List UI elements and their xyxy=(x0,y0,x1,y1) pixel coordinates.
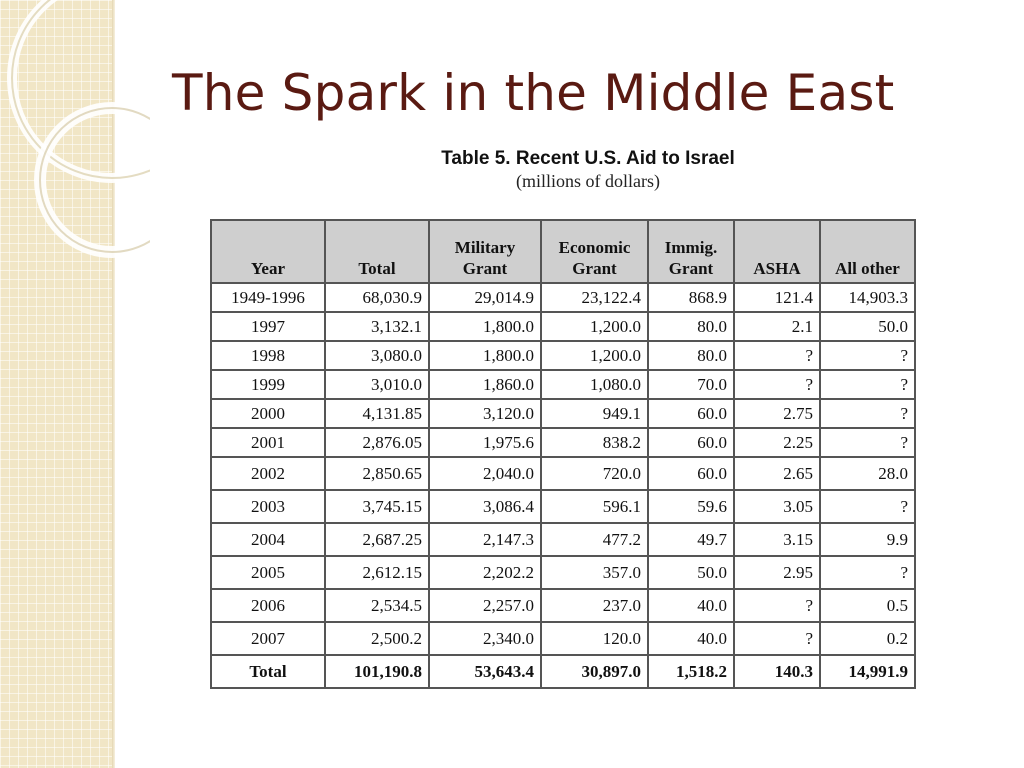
cell-economic-grant: 477.2 xyxy=(541,523,648,556)
cell-year: 2002 xyxy=(211,457,325,490)
cell-year: 1999 xyxy=(211,370,325,399)
cell-military-grant: 1,800.0 xyxy=(429,312,541,341)
cell-all-other: ? xyxy=(820,370,915,399)
table-row xyxy=(211,370,915,399)
cell-total: 2,876.05 xyxy=(325,428,429,457)
cell-economic-grant: 237.0 xyxy=(541,589,648,622)
cell-all-other: ? xyxy=(820,341,915,370)
cell-year: 2004 xyxy=(211,523,325,556)
table-row xyxy=(211,589,915,622)
cell-immig-grant: 60.0 xyxy=(648,457,734,490)
cell-total: 68,030.9 xyxy=(325,283,429,312)
table-row xyxy=(211,457,915,490)
cell-year: 1998 xyxy=(211,341,325,370)
cell-asha: ? xyxy=(734,370,820,399)
cell-economic-grant: 357.0 xyxy=(541,556,648,589)
cell-year: 2005 xyxy=(211,556,325,589)
total-cell-economic-grant: 30,897.0 xyxy=(541,655,648,688)
cell-total: 4,131.85 xyxy=(325,399,429,428)
cell-military-grant: 1,975.6 xyxy=(429,428,541,457)
cell-all-other: 9.9 xyxy=(820,523,915,556)
cell-asha: 2.95 xyxy=(734,556,820,589)
cell-asha: 3.05 xyxy=(734,490,820,523)
cell-total: 3,080.0 xyxy=(325,341,429,370)
cell-military-grant: 2,202.2 xyxy=(429,556,541,589)
column-header-total: Total xyxy=(325,220,429,283)
cell-economic-grant: 120.0 xyxy=(541,622,648,655)
cell-military-grant: 2,147.3 xyxy=(429,523,541,556)
cell-total: 3,132.1 xyxy=(325,312,429,341)
total-cell-total: 101,190.8 xyxy=(325,655,429,688)
cell-all-other: 28.0 xyxy=(820,457,915,490)
cell-immig-grant: 60.0 xyxy=(648,428,734,457)
cell-all-other: 50.0 xyxy=(820,312,915,341)
total-cell-year: Total xyxy=(211,655,325,688)
table-row xyxy=(211,523,915,556)
table-row xyxy=(211,341,915,370)
cell-economic-grant: 596.1 xyxy=(541,490,648,523)
cell-economic-grant: 23,122.4 xyxy=(541,283,648,312)
column-header-economic-grant: Economic Grant xyxy=(541,220,648,283)
total-cell-all-other: 14,991.9 xyxy=(820,655,915,688)
cell-all-other: 14,903.3 xyxy=(820,283,915,312)
column-header-year: Year xyxy=(211,220,325,283)
cell-immig-grant: 868.9 xyxy=(648,283,734,312)
slide-title: The Spark in the Middle East xyxy=(172,64,895,122)
table-row xyxy=(211,312,915,341)
cell-all-other: 0.5 xyxy=(820,589,915,622)
cell-total: 3,745.15 xyxy=(325,490,429,523)
cell-all-other: ? xyxy=(820,428,915,457)
total-cell-immig-grant: 1,518.2 xyxy=(648,655,734,688)
cell-total: 3,010.0 xyxy=(325,370,429,399)
cell-immig-grant: 40.0 xyxy=(648,622,734,655)
cell-military-grant: 3,120.0 xyxy=(429,399,541,428)
cell-year: 2000 xyxy=(211,399,325,428)
cell-economic-grant: 720.0 xyxy=(541,457,648,490)
cell-asha: 2.25 xyxy=(734,428,820,457)
cell-asha: 2.65 xyxy=(734,457,820,490)
cell-all-other: ? xyxy=(820,556,915,589)
table-row xyxy=(211,490,915,523)
cell-asha: 121.4 xyxy=(734,283,820,312)
cell-total: 2,850.65 xyxy=(325,457,429,490)
cell-military-grant: 29,014.9 xyxy=(429,283,541,312)
cell-military-grant: 3,086.4 xyxy=(429,490,541,523)
column-header-military-grant: Military Grant xyxy=(429,220,541,283)
cell-asha: ? xyxy=(734,589,820,622)
cell-immig-grant: 49.7 xyxy=(648,523,734,556)
cell-total: 2,612.15 xyxy=(325,556,429,589)
cell-year: 2003 xyxy=(211,490,325,523)
cell-economic-grant: 949.1 xyxy=(541,399,648,428)
column-header-all-other: All other xyxy=(820,220,915,283)
cell-economic-grant: 1,200.0 xyxy=(541,341,648,370)
cell-economic-grant: 838.2 xyxy=(541,428,648,457)
cell-immig-grant: 80.0 xyxy=(648,341,734,370)
cell-economic-grant: 1,080.0 xyxy=(541,370,648,399)
cell-total: 2,500.2 xyxy=(325,622,429,655)
cell-immig-grant: 40.0 xyxy=(648,589,734,622)
aid-table xyxy=(210,219,916,689)
column-header-immig-grant: Immig. Grant xyxy=(648,220,734,283)
cell-year: 2007 xyxy=(211,622,325,655)
cell-asha: ? xyxy=(734,622,820,655)
cell-immig-grant: 80.0 xyxy=(648,312,734,341)
cell-military-grant: 2,340.0 xyxy=(429,622,541,655)
cell-immig-grant: 60.0 xyxy=(648,399,734,428)
column-header-asha: ASHA xyxy=(734,220,820,283)
table-row xyxy=(211,399,915,428)
cell-asha: 3.15 xyxy=(734,523,820,556)
table-row xyxy=(211,283,915,312)
table-row xyxy=(211,622,915,655)
cell-asha: 2.1 xyxy=(734,312,820,341)
cell-total: 2,534.5 xyxy=(325,589,429,622)
cell-year: 2001 xyxy=(211,428,325,457)
cell-military-grant: 2,040.0 xyxy=(429,457,541,490)
table-row xyxy=(211,428,915,457)
cell-total: 2,687.25 xyxy=(325,523,429,556)
total-cell-military-grant: 53,643.4 xyxy=(429,655,541,688)
cell-military-grant: 1,800.0 xyxy=(429,341,541,370)
cell-economic-grant: 1,200.0 xyxy=(541,312,648,341)
table-caption xyxy=(210,148,914,192)
cell-all-other: ? xyxy=(820,399,915,428)
decorative-rings xyxy=(0,0,150,260)
table-caption-title: Table 5. Recent U.S. Aid to Israel xyxy=(441,148,735,169)
total-cell-asha: 140.3 xyxy=(734,655,820,688)
cell-all-other: 0.2 xyxy=(820,622,915,655)
cell-military-grant: 1,860.0 xyxy=(429,370,541,399)
cell-asha: ? xyxy=(734,341,820,370)
cell-year: 1997 xyxy=(211,312,325,341)
cell-year: 1949-1996 xyxy=(211,283,325,312)
cell-all-other: ? xyxy=(820,490,915,523)
cell-immig-grant: 59.6 xyxy=(648,490,734,523)
table-row xyxy=(211,556,915,589)
cell-military-grant: 2,257.0 xyxy=(429,589,541,622)
table-caption-units: (millions of dollars) xyxy=(516,171,660,191)
cell-year: 2006 xyxy=(211,589,325,622)
cell-immig-grant: 50.0 xyxy=(648,556,734,589)
cell-immig-grant: 70.0 xyxy=(648,370,734,399)
table-header-row xyxy=(211,220,915,283)
table-total-row xyxy=(211,655,915,688)
cell-asha: 2.75 xyxy=(734,399,820,428)
